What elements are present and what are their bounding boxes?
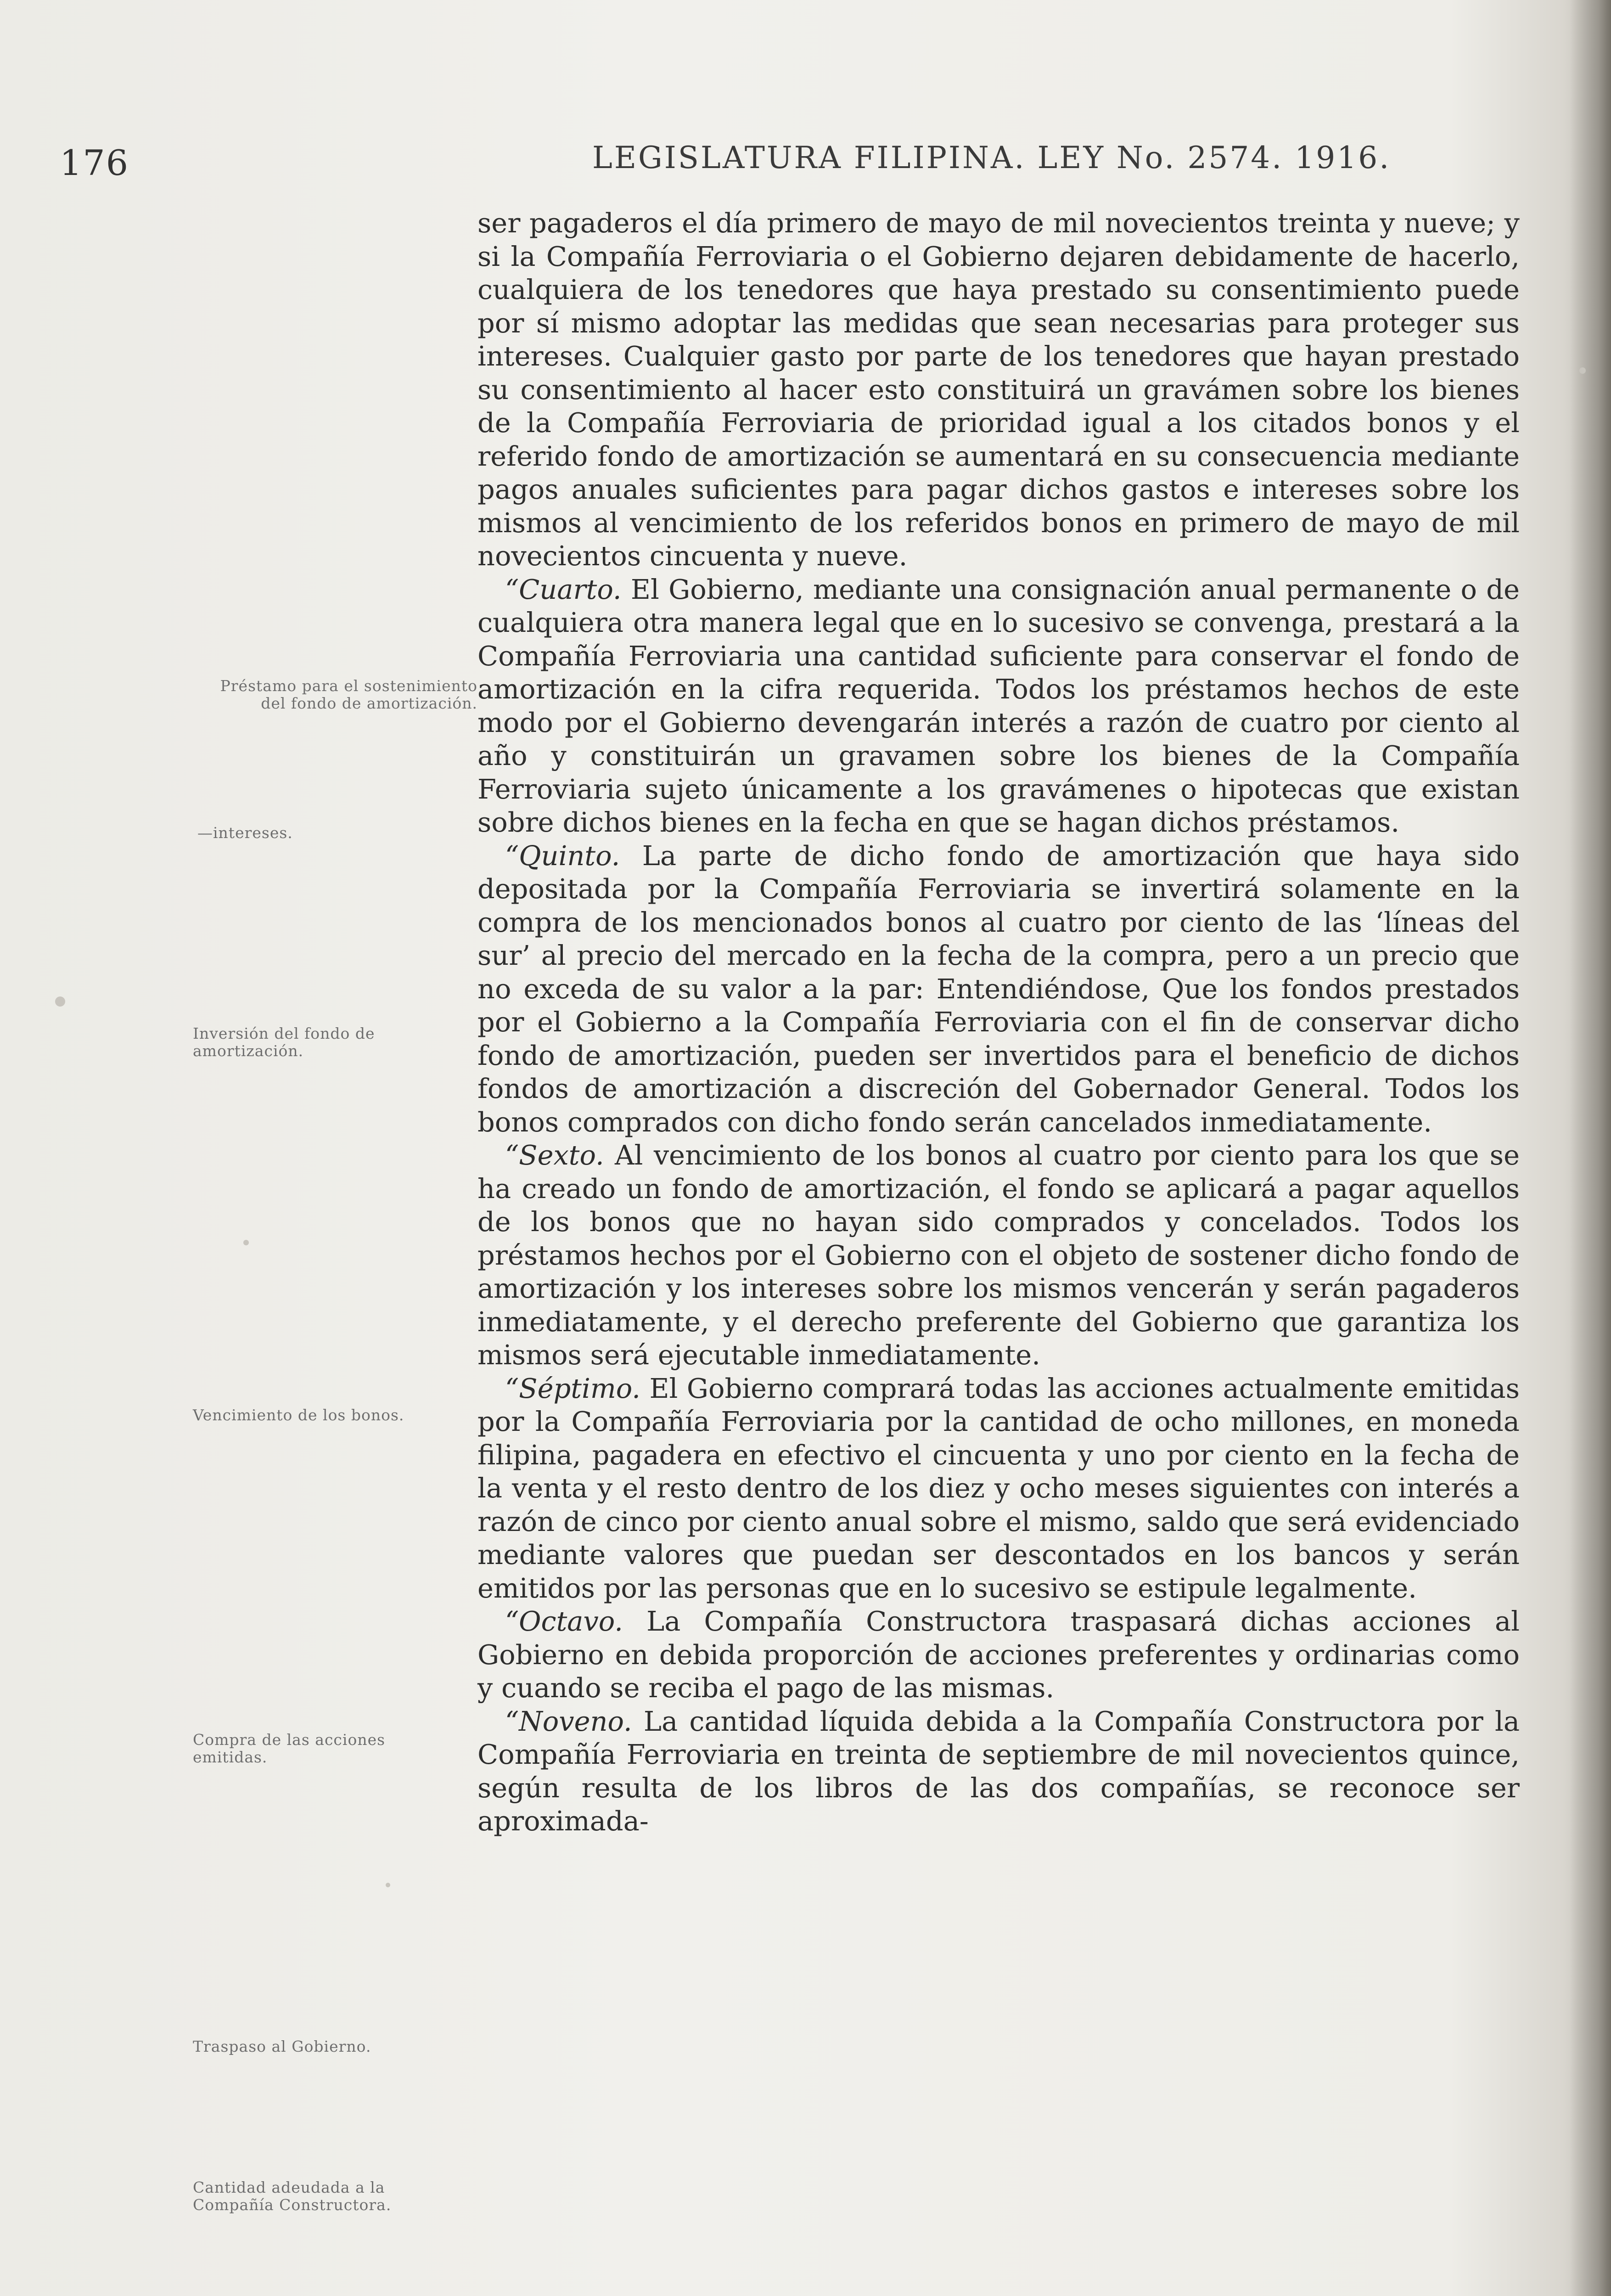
paragraph-text: El Gobierno comprará todas las acciones actualmente emitidas por la Compañía Ferroviaria por la cantidad de ocho millones, en moneda filipina, pagadera en efectivo el cincuenta y uno por ciento en la fecha de la venta y el resto dentro de los diez y ocho meses siguientes con interés a razón de cinco por ciento anual sobre el mismo, saldo que será evidenciado mediante valores que puedan ser descontados en los bancos y serán emitidos por las personas que en lo sucesivo se estipule legalmente. xyxy=(477,1372,1520,1604)
margin-note-vencimiento: Vencimiento de los bonos. xyxy=(193,1406,404,1424)
paragraph-cuarto xyxy=(477,573,1520,839)
paragraph-continuation xyxy=(477,207,1520,573)
margin-note-prestamo: Préstamo para el sostenimiento del fondo de amortización. xyxy=(220,677,477,712)
paragraph-text: ser pagaderos el día primero de mayo de mil novecientos treinta y nueve; y si la Compañía Ferroviaria o el Gobierno dejaren debidamente de hacerlo, cualquiera de los tenedores que haya prestado su consentimiento puede por sí mismo adoptar las medidas que sean necesarias para proteger sus intereses. Cualquier gasto por parte de los tenedores que hayan prestado su consentimiento al hacer esto constituirá un gravámen sobre los bienes de la Compañía Ferroviaria de prioridad igual a los citados bonos y el referido fondo de amortización se aumentará en su consecuencia mediante pagos anuales suficientes para pagar dichos gastos e intereses sobre los mismos al vencimiento de los referidos bonos en primero de mayo de mil novecientos cincuenta y nueve. xyxy=(477,207,1520,572)
paragraph-text: La parte de dicho fondo de amortización que haya sido depositada por la Compañía Ferroviaria se invertirá solamente en la compra de los mencionados bonos al cuatro por ciento de las ‘líneas del sur’ al precio del mercado en la fecha de la compra, pero a un precio que no exceda de su valor a la par: Entendiéndose, Que los fondos prestados por el Gobierno a la Compañía Ferroviaria con el fin de conservar dicho fondo de amortización, pueden ser invertidos para el beneficio de dichos fondos de amortización a discreción del Gobernador General. Todos los bonos comprados con dicho fondo serán cancelados inmediatamente. xyxy=(477,839,1520,1138)
margin-note-traspaso: Traspaso al Gobierno. xyxy=(193,2037,371,2055)
clause-heading: “Octavo. xyxy=(505,1605,623,1637)
clause-heading: “Séptimo. xyxy=(505,1372,641,1404)
paper-speck xyxy=(1579,367,1586,374)
paragraph-text: Al vencimiento de los bonos al cuatro por ciento para los que se ha creado un fondo de amortización, el fondo se aplicará a pagar aquellos de los bonos que no hayan sido comprados y concelados. Todos los préstamos hechos por el Gobierno con el objeto de sostener dicho fondo de amortización y los intereses sobre los mismos vencerán y serán pagaderos inmediatamente, y el derecho preferente del Gobierno que garantiza los mismos será ejecutable inmediatamente. xyxy=(477,1139,1520,1371)
paper-speck xyxy=(386,1883,390,1887)
paragraph-noveno xyxy=(477,1705,1520,1838)
paragraph-text: La cantidad líquida debida a la Compañía Constructora por la Compañía Ferroviaria en treinta de septiembre de mil novecientos quince, según resulta de los libros de las dos compañías, se reconoce ser aproximada- xyxy=(477,1705,1520,1837)
paragraph-septimo xyxy=(477,1372,1520,1605)
running-head: LEGISLATURA FILIPINA. LEY No. 2574. 1916. xyxy=(592,140,1391,175)
clause-heading: “Cuarto. xyxy=(505,573,622,605)
margin-note-inversion: Inversión del fondo de amortización. xyxy=(193,1024,375,1060)
paragraph-sexto xyxy=(477,1139,1520,1372)
page-edge-shadow xyxy=(1570,0,1611,2296)
paragraph-octavo xyxy=(477,1605,1520,1705)
paragraph-text: La Compañía Constructora traspasará dichas acciones al Gobierno en debida proporción de acciones preferentes y ordinarias como y cuando se reciba el pago de las mismas. xyxy=(477,1605,1520,1704)
margin-note-cantidad: Cantidad adeudada a la Compañía Constructora. xyxy=(193,2178,392,2214)
clause-heading: “Quinto. xyxy=(505,839,620,872)
paper-speck xyxy=(55,996,65,1007)
margin-note-intereses: —intereses. xyxy=(197,824,293,842)
paragraph-text: El Gobierno, mediante una consignación anual permanente o de cualquiera otra manera legal que en lo sucesivo se convenga, prestará a la Compañía Ferroviaria una cantidad suficiente para conservar el fondo de amortización en la cifra requerida. Todos los préstamos hechos de este modo por el Gobierno devengarán interés a razón de cuatro por ciento al año y constituirán un gravamen sobre los bienes de la Compañía Ferroviaria sujeto únicamente a los gravámenes o hipotecas que existan sobre dichos bienes en la fecha en que se hagan dichos préstamos. xyxy=(477,573,1520,838)
clause-heading: “Sexto. xyxy=(505,1139,604,1171)
paragraph-quinto xyxy=(477,839,1520,1139)
margin-note-compra: Compra de las acciones emitidas. xyxy=(193,1731,386,1766)
page-number: 176 xyxy=(60,142,129,183)
clause-heading: “Noveno. xyxy=(505,1705,632,1737)
paper-speck xyxy=(243,1240,249,1245)
body-text xyxy=(477,207,1520,1838)
